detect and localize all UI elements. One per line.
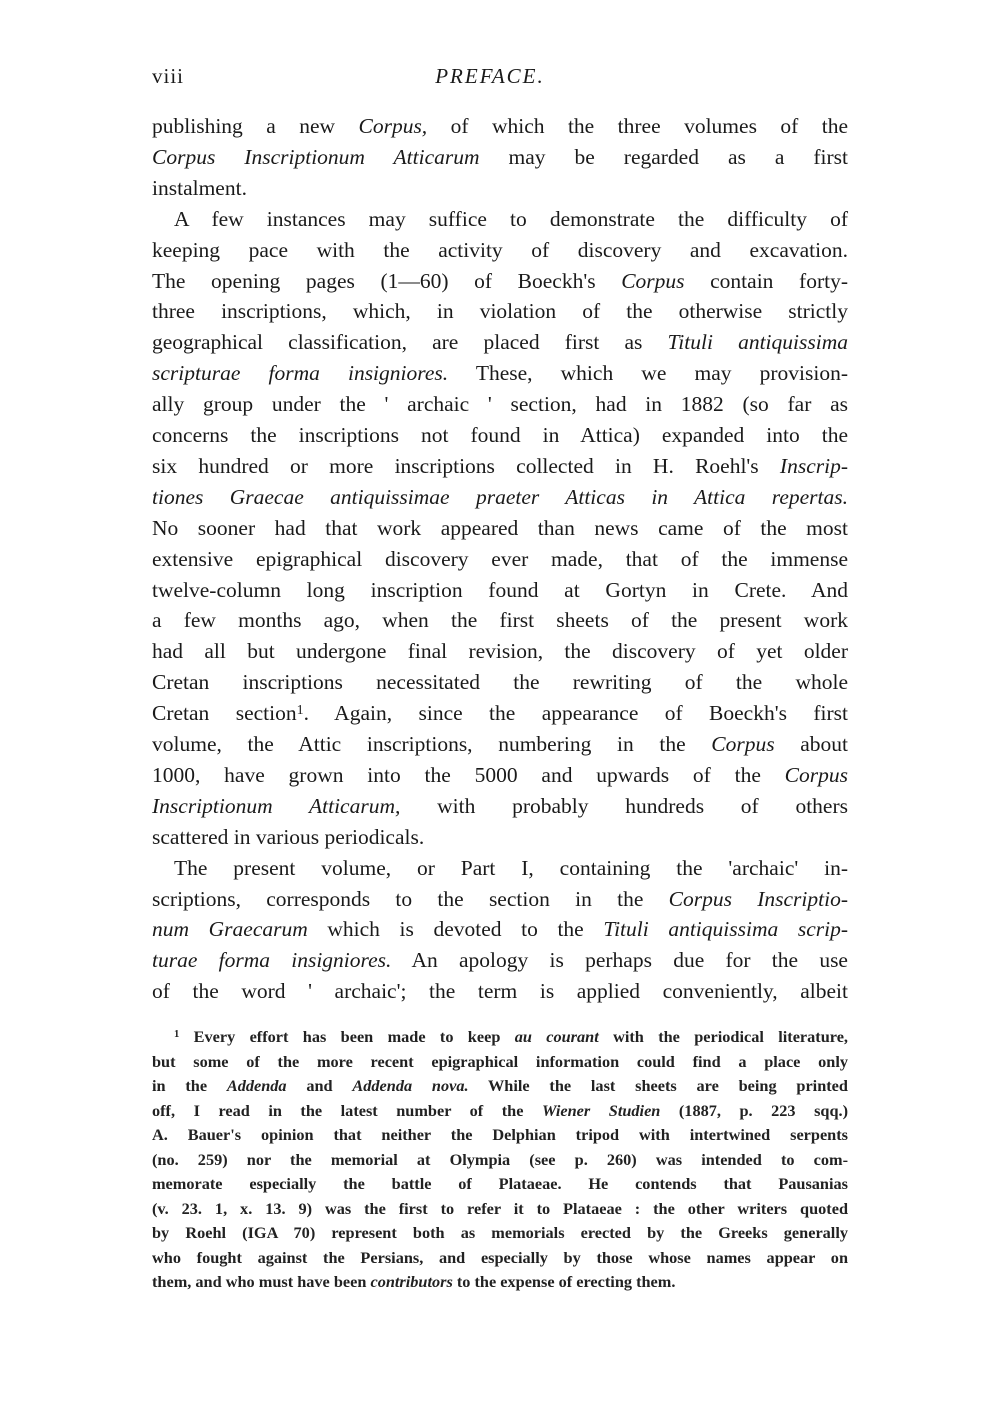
italic-text: Corpus (784, 762, 848, 787)
text-segment: scattered in various periodicals. (152, 824, 425, 849)
italic-text: Addenda (226, 1076, 287, 1095)
text-line (152, 978, 848, 1004)
footnote-line (152, 1223, 848, 1243)
text-segment: A. Bauer's opinion that neither the Delphian tripod with intertwined serpents (152, 1125, 848, 1144)
text-segment: These, which we may provision- (448, 361, 848, 386)
text-line (152, 916, 848, 942)
text-segment: but some of the more recent epigraphical information could find a place only (152, 1051, 848, 1071)
footnote-line (152, 1101, 848, 1121)
text-segment: of the word ' archaic'; the term is applied conveniently, albeit (152, 979, 848, 1004)
footnote-line (152, 1052, 848, 1072)
italic-text: Tituli antiquissima scrip- (603, 917, 848, 942)
text-segment: twelve-column long inscription found at Gortyn in Crete. And (152, 577, 848, 602)
italic-text: Corpus Inscriptio- (668, 886, 849, 911)
text-line (152, 947, 848, 973)
text-segment: about (774, 732, 848, 756)
text-segment: Cretan inscriptions necessitated the rewriting of the whole (152, 670, 848, 695)
text-segment: While the last sheets are being printed (468, 1076, 848, 1095)
text-segment: scriptions, corresponds to the section in the (152, 886, 669, 911)
text-line (152, 855, 848, 881)
page-number: viii (152, 64, 185, 88)
text-segment: to the expense of erecting them. (452, 1272, 676, 1291)
text-segment: with the periodical literature, (598, 1027, 849, 1046)
italic-text: Inscrip- (779, 453, 848, 478)
text-line (152, 700, 848, 726)
text-line (152, 113, 848, 139)
footnote-line (152, 1248, 848, 1268)
text-segment: A few instances may suffice to demonstrate the difficulty of (174, 206, 848, 231)
text-line (152, 762, 848, 788)
text-segment: 1000, have grown into the 5000 and upwards of the (152, 762, 785, 787)
text-segment: volume, the Attic inscriptions, numbering in the (152, 732, 712, 756)
text-line (152, 577, 848, 603)
text-segment: concerns the inscriptions not found in Attica) expanded into the (152, 423, 848, 447)
italic-text: Corpus (711, 732, 775, 756)
footnote-marker: 1 (296, 703, 304, 719)
footnote-line (152, 1174, 848, 1194)
text-line (152, 638, 848, 664)
text-segment: in the (152, 1076, 227, 1095)
text-line (152, 607, 848, 633)
text-line (152, 329, 848, 355)
text-line (152, 422, 848, 448)
text-segment: Every effort has been made to keep (179, 1027, 515, 1046)
text-line (152, 360, 848, 386)
text-line (152, 298, 848, 324)
text-segment: had all but undergone final revision, the discovery of yet older (152, 639, 848, 664)
italic-text: turae forma insigniores. (152, 948, 392, 973)
text-line (152, 453, 848, 479)
text-segment: The opening pages (1—60) of Boeckh's (152, 268, 622, 293)
text-segment: ally group under the ' archaic ' section, had in 1882 (so far as (152, 392, 848, 417)
running-title: PREFACE. (435, 64, 545, 88)
italic-text: Inscriptionum Atticarum, (152, 793, 401, 818)
text-segment: The present volume, or Part I, containing the 'archaic' in- (174, 855, 848, 880)
text-line (152, 144, 848, 170)
footnote-line (152, 1125, 848, 1145)
italic-text: Wiener Studien (542, 1100, 661, 1120)
text-line (152, 175, 848, 201)
footnote-line (152, 1199, 848, 1219)
text-line (152, 824, 848, 850)
text-segment: Cretan section (152, 701, 297, 726)
italic-text: scripturae forma insigniores. (152, 361, 449, 386)
text-segment: An apology is perhaps due for the use (391, 948, 848, 973)
text-line (152, 669, 848, 695)
italic-text: au courant (514, 1027, 599, 1046)
italic-text: num Graecarum (152, 917, 308, 942)
text-segment: and (286, 1076, 353, 1095)
italic-text: contributors (370, 1272, 453, 1291)
text-segment: of which the three volumes of the (427, 114, 848, 138)
text-segment: may be regarded as a first (479, 144, 849, 169)
text-segment: extensive epigraphical discovery ever made, that of the immense (152, 546, 848, 571)
text-line (152, 484, 848, 510)
text-line (152, 793, 848, 819)
footnote-marker: 1 (174, 1029, 180, 1040)
text-line (152, 886, 848, 912)
italic-text: tiones Graecae antiquissimae praeter Atticas in Attica repertas. (152, 484, 848, 509)
text-segment: publishing a new (152, 114, 359, 138)
italic-text: Corpus, (358, 114, 428, 138)
footnote-line (152, 1150, 848, 1170)
text-line (152, 391, 848, 417)
footnote-line (152, 1076, 848, 1096)
text-segment: geographical classification, are placed first as (152, 330, 668, 355)
text-segment: (v. 23. 1, x. 13. 9) was the first to refer it to Plataeae : the other writers quoted (152, 1198, 848, 1218)
text-segment: six hundred or more inscriptions collected in H. Roehl's (152, 453, 780, 478)
italic-text: Tituli antiquissima (667, 330, 848, 355)
footnote-line (152, 1027, 848, 1047)
text-line (152, 515, 848, 541)
text-line (152, 546, 848, 572)
italic-text: Corpus (621, 268, 685, 293)
text-segment: a few months ago, when the first sheets of the present work (152, 608, 848, 633)
text-segment: by Roehl (IGA 70) represent both as memorials erected by the Greeks generally (152, 1223, 848, 1242)
text-segment: who fought against the Persians, and especially by those whose names appear on (152, 1247, 848, 1267)
text-segment: instalment. (152, 175, 247, 200)
text-line (152, 268, 848, 294)
text-segment: memorate especially the battle of Plataeae. He contends that Pausanias (152, 1174, 848, 1193)
text-segment: with probably hundreds of others (400, 793, 849, 818)
text-segment: (1887, p. 223 sqq.) (660, 1100, 849, 1120)
text-line (152, 206, 848, 232)
italic-text: Corpus Inscriptionum Atticarum (152, 144, 480, 169)
text-segment: keeping pace with the activity of discovery and excavation. (152, 237, 848, 262)
text-segment: No sooner had that work appeared than news came of the most (152, 515, 848, 540)
text-segment: three inscriptions, which, in violation of the otherwise strictly (152, 299, 848, 324)
text-segment: . Again, since the appearance of Boeckh's first (303, 701, 848, 726)
text-segment: contain forty- (684, 268, 848, 293)
text-segment: (no. 259) nor the memorial at Olympia (see p. 260) was intended to com- (152, 1149, 848, 1169)
italic-text: Addenda nova. (352, 1076, 469, 1095)
text-segment: them, and who must have been (152, 1272, 371, 1291)
text-line (152, 731, 848, 757)
text-line (152, 237, 848, 263)
footnote-line (152, 1272, 848, 1292)
text-segment: off, I read in the latest number of the (152, 1100, 542, 1120)
text-segment: which is devoted to the (307, 917, 604, 942)
